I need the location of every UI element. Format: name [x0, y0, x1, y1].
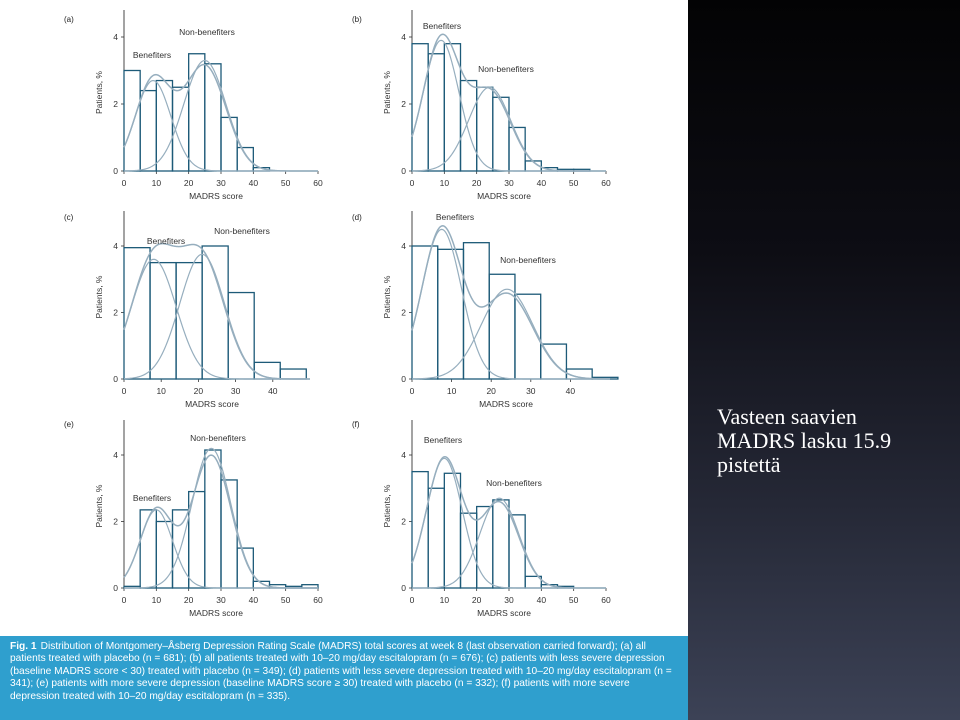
y-axis-label-d: Patients, %	[382, 275, 392, 319]
x-tick-label-f: 40	[536, 595, 547, 605]
panel-letter-e: (e)	[64, 420, 74, 429]
x-tick-label-b: 10	[439, 178, 450, 188]
histogram-bar-d	[438, 249, 464, 379]
histogram-bar-a	[237, 148, 253, 171]
y-tick-label-a: 4	[113, 32, 118, 42]
x-tick-label-f: 30	[504, 595, 514, 605]
x-tick-label-c: 10	[156, 386, 166, 396]
nonbenefiters-curve-c	[124, 254, 310, 379]
histogram-bar-e	[205, 450, 221, 588]
label-benefiters-d: Benefiters	[435, 212, 475, 222]
x-axis-label-c: MADRS score	[185, 399, 239, 409]
y-axis-label-e: Patients, %	[94, 484, 104, 528]
y-axis-label-a: Patients, %	[94, 71, 104, 114]
y-tick-label-e: 4	[113, 450, 118, 460]
x-tick-label-a: 50	[280, 178, 291, 188]
histogram-bar-c	[280, 369, 306, 379]
histogram-bar-a	[124, 71, 140, 172]
label-nonbenefiters-d: Non-benefiters	[500, 255, 556, 265]
histogram-bar-e	[237, 548, 253, 588]
y-tick-label-d: 2	[401, 307, 406, 318]
panel-letter-c: (c)	[64, 213, 74, 222]
y-tick-label-d: 0	[401, 374, 406, 384]
histogram-bar-a	[140, 91, 156, 171]
histogram-bar-c	[254, 362, 280, 379]
x-tick-label-f: 50	[568, 595, 579, 605]
label-benefiters-c: Benefiters	[146, 236, 186, 246]
caption-paragraph	[10, 641, 678, 703]
label-benefiters-f: Benefiters	[423, 435, 463, 445]
y-tick-label-d: 4	[401, 241, 406, 251]
x-tick-label-b: 50	[568, 178, 579, 188]
x-tick-label-a: 20	[183, 178, 194, 188]
panel-letter-a: (a)	[64, 15, 74, 24]
panel-letter-f: (f)	[352, 420, 360, 429]
histogram-bar-a	[156, 81, 172, 171]
label-benefiters-e: Benefiters	[132, 493, 172, 503]
histogram-bar-b	[428, 54, 444, 171]
x-tick-label-d: 30	[526, 386, 536, 396]
x-tick-label-c: 30	[230, 386, 241, 396]
histogram-bar-c	[124, 248, 150, 379]
label-nonbenefiters-e: Non-benefiters	[190, 433, 246, 443]
x-tick-label-a: 10	[151, 178, 162, 188]
x-axis-label-b: MADRS score	[477, 191, 531, 201]
x-tick-label-d: 40	[565, 386, 576, 396]
y-tick-label-e: 2	[113, 516, 118, 527]
y-tick-label-c: 0	[113, 374, 118, 384]
x-tick-label-b: 0	[409, 178, 415, 188]
x-tick-label-f: 10	[439, 595, 450, 605]
y-tick-label-a: 0	[113, 166, 118, 176]
label-benefiters-a: Benefiters	[132, 50, 172, 60]
y-tick-label-b: 4	[401, 32, 406, 42]
x-tick-label-c: 40	[268, 386, 278, 396]
x-tick-label-b: 20	[471, 178, 482, 188]
x-axis-label-f: MADRS score	[477, 608, 531, 618]
benefiters-curve-c	[124, 259, 310, 379]
x-tick-label-c: 0	[121, 386, 127, 396]
label-nonbenefiters-a: Non-benefiters	[179, 27, 235, 37]
y-tick-label-b: 0	[401, 166, 406, 176]
histogram-bar-f	[493, 500, 509, 588]
x-tick-label-f: 0	[409, 595, 415, 605]
x-tick-label-f: 60	[601, 595, 611, 605]
y-axis-label-f: Patients, %	[382, 484, 392, 528]
x-tick-label-c: 20	[193, 386, 204, 396]
histogram-bar-b	[493, 97, 509, 171]
y-tick-label-e: 0	[113, 583, 118, 593]
histogram-bar-a	[205, 64, 221, 171]
label-nonbenefiters-c: Non-benefiters	[214, 226, 270, 236]
x-tick-label-e: 60	[313, 595, 323, 605]
x-tick-label-a: 60	[313, 178, 323, 188]
x-tick-label-e: 40	[248, 595, 259, 605]
y-tick-label-c: 2	[113, 307, 118, 318]
histogram-bar-f	[428, 488, 444, 588]
caption-text: Distribution of Montgomery–Åsberg Depression Rating Scale (MADRS) total scores at week 8 (last observation carried forward); (a) all patients treated with placebo (n = 681); (b) all patients treated with 10–20 mg/day escitalopram (n = 676); (c) patients with less severe depression (baseline MADRS score < 30) treated with placebo (n = 349); (d) patients with less severe depression treated with 10–20 mg/day escitalopram (n = 341); (e) patients with more severe depression (baseline MADRS score ≥ 30) treated with placebo (n = 332); (f) patients with more severe depression treated with 10–20 mg/day escitalopram (n = 335).	[10, 641, 672, 702]
histogram-bar-e	[140, 510, 156, 588]
y-tick-label-f: 4	[401, 450, 406, 460]
nonbenefiters-curve-d	[412, 289, 610, 379]
label-benefiters-b: Benefiters	[422, 21, 462, 31]
x-tick-label-b: 60	[601, 178, 611, 188]
x-tick-label-d: 10	[446, 386, 457, 396]
y-tick-label-b: 2	[401, 99, 406, 109]
x-tick-label-e: 10	[151, 595, 162, 605]
histogram-bar-f	[412, 472, 428, 588]
y-axis-label-c: Patients, %	[94, 275, 104, 319]
x-tick-label-e: 20	[183, 595, 194, 605]
y-axis-label-b: Patients, %	[382, 71, 392, 114]
x-axis-label-d: MADRS score	[479, 399, 533, 409]
side-annotation-text: Vasteen saavien MADRS lasku 15.9 pistettä	[717, 404, 892, 477]
x-tick-label-d: 0	[409, 386, 415, 396]
x-tick-label-d: 20	[486, 386, 496, 396]
panel-letter-b: (b)	[352, 15, 362, 24]
label-nonbenefiters-f: Non-benefiters	[486, 478, 542, 488]
x-tick-label-a: 40	[248, 178, 259, 188]
histogram-bar-c	[150, 263, 176, 379]
y-tick-label-f: 0	[401, 583, 406, 593]
benefiters-curve-d	[412, 229, 610, 379]
x-tick-label-e: 30	[216, 595, 226, 605]
x-axis-label-e: MADRS score	[189, 608, 243, 618]
panel-letter-d: (d)	[352, 213, 362, 222]
mixture-curve-c	[124, 244, 310, 379]
x-tick-label-b: 40	[536, 178, 547, 188]
y-tick-label-a: 2	[113, 99, 118, 109]
caption-label: Fig. 1	[10, 641, 37, 652]
x-tick-label-a: 0	[121, 178, 127, 188]
y-tick-label-c: 4	[113, 241, 118, 251]
x-tick-label-b: 30	[504, 178, 514, 188]
figure-caption	[0, 636, 688, 720]
histogram-bar-a	[189, 54, 205, 171]
x-axis-label-a: MADRS score	[189, 191, 243, 201]
histogram-bar-d	[463, 243, 489, 379]
histogram-bar-b	[461, 81, 477, 171]
histogram-bar-f	[509, 515, 525, 588]
histogram-bar-c	[202, 246, 228, 379]
x-tick-label-e: 50	[280, 595, 291, 605]
x-tick-label-e: 0	[121, 595, 127, 605]
label-nonbenefiters-b: Non-benefiters	[478, 64, 534, 74]
histogram-bar-a	[221, 117, 237, 171]
x-tick-label-a: 30	[216, 178, 226, 188]
histogram-bar-e	[156, 522, 172, 589]
x-tick-label-f: 20	[471, 595, 482, 605]
y-tick-label-f: 2	[401, 516, 406, 527]
